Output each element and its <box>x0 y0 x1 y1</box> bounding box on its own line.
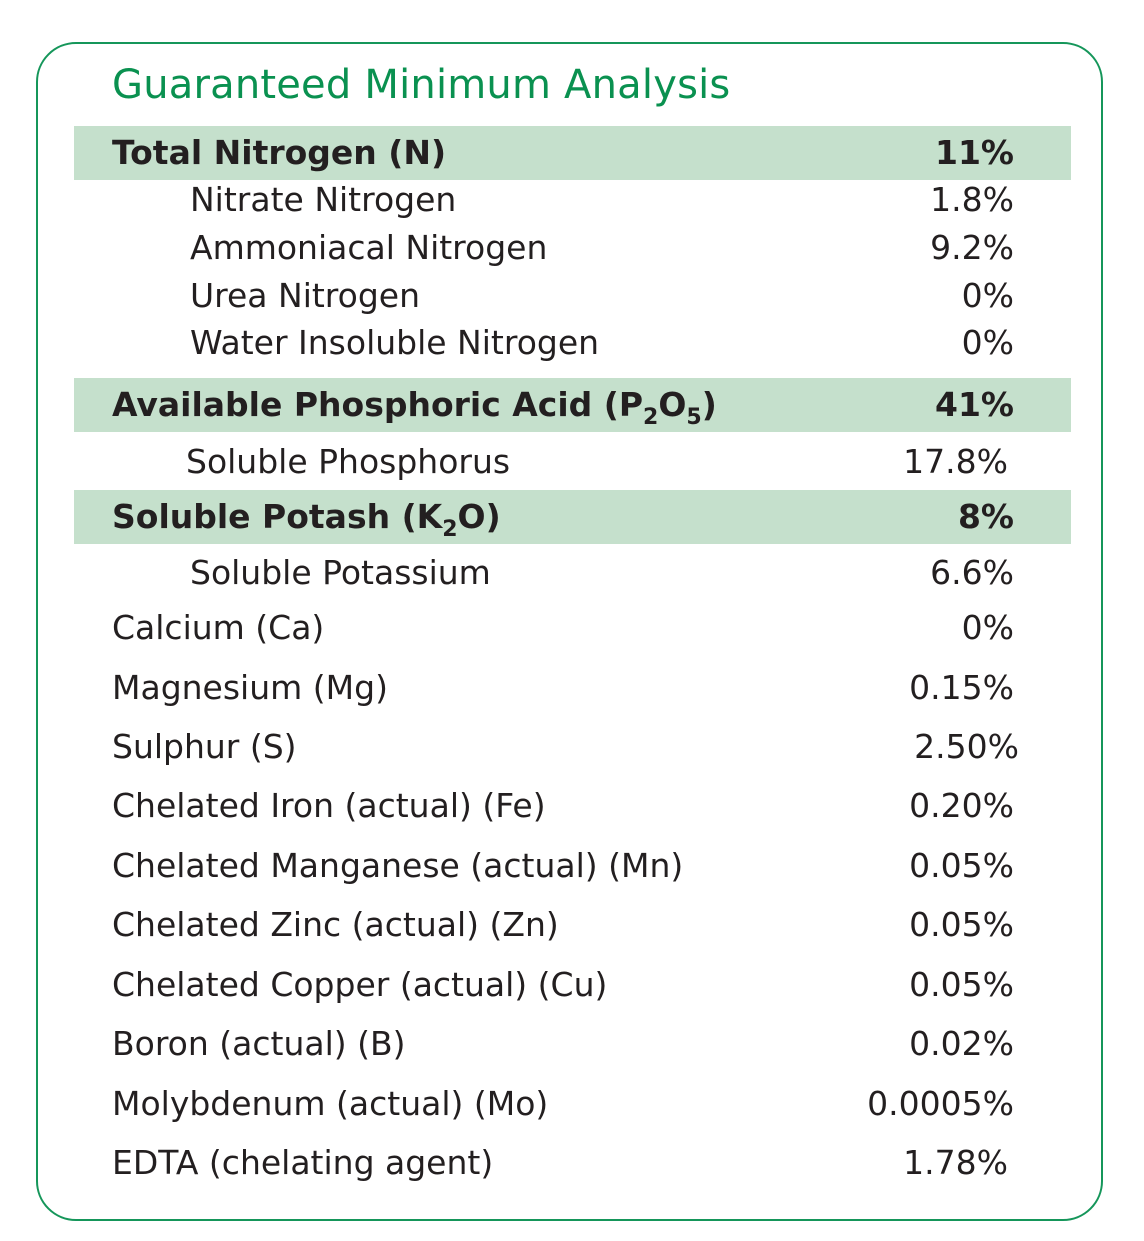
nutrient-label: Chelated Copper (actual) (Cu) <box>112 965 608 1004</box>
potash-header-value: 8% <box>957 497 1014 536</box>
phosphoric-header-value: 41% <box>935 385 1014 424</box>
nitrogen-item-label: Nitrate Nitrogen <box>190 180 457 219</box>
potash-item-value: 6.6% <box>930 553 1014 592</box>
potash-item-label: Soluble Potassium <box>190 553 491 592</box>
nutrient-value: 0.05% <box>909 905 1014 944</box>
nutrient-label: Magnesium (Mg) <box>112 668 388 707</box>
nitrogen-item-value: 0% <box>961 276 1014 315</box>
nutrient-label: Sulphur (S) <box>112 727 297 766</box>
nutrient-value: 0.0005% <box>867 1084 1014 1123</box>
phosphoric-item-label: Soluble Phosphorus <box>186 442 511 481</box>
nutrient-label: Molybdenum (actual) (Mo) <box>112 1084 549 1123</box>
nutrient-value: 0.02% <box>909 1024 1014 1063</box>
nutrient-label: Chelated Iron (actual) (Fe) <box>112 786 546 825</box>
nitrogen-item-value: 1.8% <box>930 180 1014 219</box>
phosphoric-header-label: Available Phosphoric Acid $(P_2O_5)$ <box>112 385 717 430</box>
nutrient-value: 2.50% <box>914 727 1019 766</box>
nutrient-label: Boron (actual) (B) <box>112 1024 406 1063</box>
nitrogen-item-label: Water Insoluble Nitrogen <box>190 323 600 362</box>
nutrient-label: EDTA (chelating agent) <box>112 1143 494 1182</box>
phosphoric-header-row <box>74 378 1071 432</box>
nitrogen-item-value: 9.2% <box>930 228 1014 267</box>
nitrogen-item-label: Ammoniacal Nitrogen <box>190 228 548 267</box>
nutrient-value: 0.05% <box>909 965 1014 1004</box>
nutrient-value: 0.05% <box>909 846 1014 885</box>
nitrogen-header-value: 11% <box>935 133 1014 172</box>
nutrient-label: Chelated Manganese (actual) (Mn) <box>112 846 684 885</box>
potash-header-label: Soluble Potash $(K_2O)$ <box>112 497 501 542</box>
potash-header-row <box>74 490 1071 544</box>
phosphoric-item-value: 17.8% <box>903 442 1008 481</box>
nitrogen-item-label: Urea Nitrogen <box>190 276 421 315</box>
nutrient-value: 0% <box>961 608 1014 647</box>
panel-title: Guaranteed Minimum Analysis <box>112 62 731 108</box>
nutrient-value: 1.78% <box>903 1143 1008 1182</box>
nutrient-label: Chelated Zinc (actual) (Zn) <box>112 905 559 944</box>
nitrogen-header-row <box>74 126 1071 180</box>
nitrogen-item-value: 0% <box>961 323 1014 362</box>
nitrogen-header-label: Total Nitrogen (N) <box>112 133 447 172</box>
nutrient-label: Calcium (Ca) <box>112 608 325 647</box>
nutrient-value: 0.20% <box>909 786 1014 825</box>
nutrient-value: 0.15% <box>909 668 1014 707</box>
